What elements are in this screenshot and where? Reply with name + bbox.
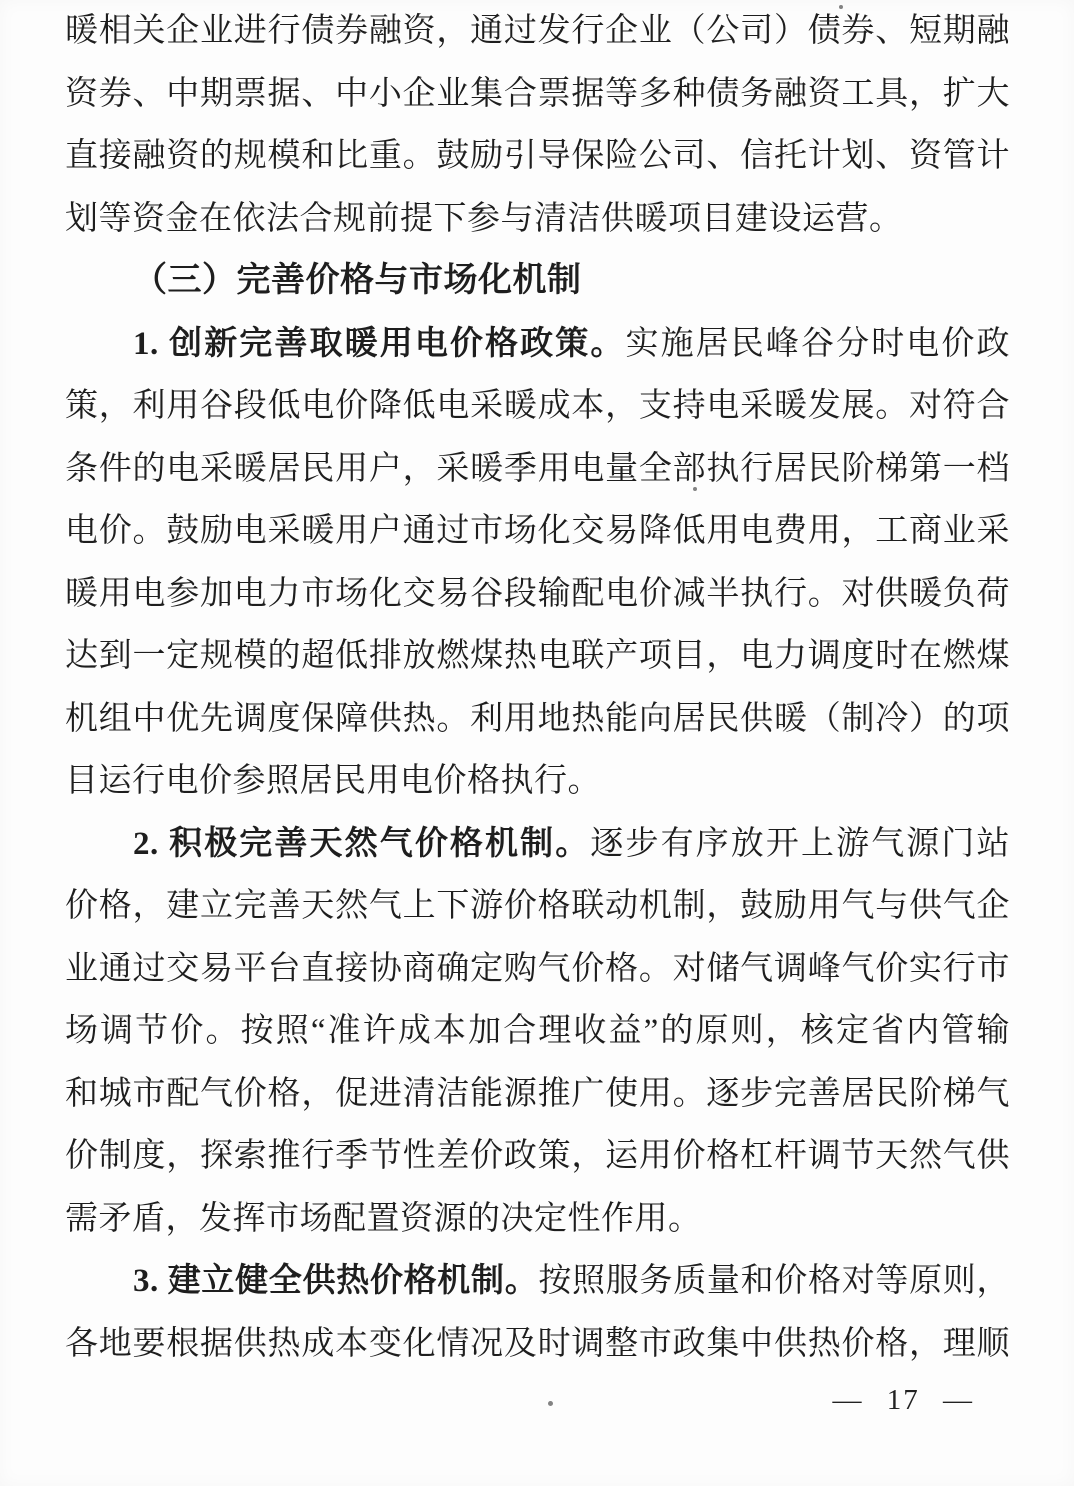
body-text: 直接融资的规模和比重。鼓励引导保险公司、信托计划、资管计 — [65, 138, 1010, 174]
section-heading — [65, 250, 1010, 313]
body-text: 实施居民峰谷分时电价政 — [625, 325, 1011, 362]
text-line — [65, 938, 1010, 1001]
body-text: 需矛盾，发挥市场配置资源的决定性作用。 — [65, 1200, 702, 1237]
text-line — [65, 125, 1010, 188]
text-line — [65, 1000, 1010, 1063]
body-text: 价格，建立完善天然气上下游价格联动机制，鼓励用气与供气企 — [65, 888, 1010, 924]
body-text: 暖用电参加电力市场化交易谷段输配电价减半执行。对供暖负荷 — [65, 575, 1010, 612]
text-line — [65, 875, 1010, 938]
page-number: — 17 — — [832, 1384, 974, 1416]
body-text: 划等资金在依法合规前提下参与清洁供暖项目建设运营。 — [65, 200, 903, 237]
text-line — [65, 63, 1010, 126]
body-text: 和城市配气价格，促进清洁能源推广使用。逐步完善居民阶梯气 — [65, 1075, 1010, 1112]
text-line — [65, 1313, 1010, 1376]
body-text: 逐步有序放开上游气源门站 — [590, 825, 1011, 862]
text-line — [65, 813, 1010, 876]
text-line — [65, 688, 1010, 751]
body-text: 各地要根据供热成本变化情况及时调整市政集中供热价格，理顺 — [65, 1325, 1010, 1362]
body-text: 机组中优先调度保障供热。利用地热能向居民供暖（制冷）的项 — [65, 700, 1010, 737]
bold-text: （三）完善价格与市场化机制 — [133, 262, 582, 299]
document-body — [65, 0, 1010, 1375]
text-line — [65, 1250, 1010, 1313]
body-text: 资券、中期票据、中小企业集合票据等多种债务融资工具，扩大 — [65, 75, 1010, 112]
text-line — [65, 1188, 1010, 1251]
scan-speck — [839, 5, 843, 9]
bold-text: 1. 创新完善取暖用电价格政策。 — [133, 325, 626, 362]
body-text: 按照服务质量和价格对等原则， — [538, 1263, 1011, 1299]
bold-text: 3. 建立健全供热价格机制。 — [133, 1263, 539, 1299]
body-text: 达到一定规模的超低排放燃煤热电联产项目，电力调度时在燃煤 — [65, 638, 1010, 674]
text-line — [65, 375, 1010, 438]
text-line — [65, 0, 1010, 63]
text-line — [65, 563, 1010, 626]
text-line — [65, 625, 1010, 688]
body-text: 电价。鼓励电采暖用户通过市场化交易降低用电费用，工商业采 — [65, 513, 1010, 549]
body-text: 场调节价。按照“准许成本加合理收益”的原则，核定省内管输 — [65, 1013, 1010, 1049]
text-line — [65, 313, 1010, 376]
text-line — [65, 1063, 1010, 1126]
body-text: 价制度，探索推行季节性差价政策，运用价格杠杆调节天然气供 — [65, 1138, 1010, 1174]
scan-speck — [548, 1401, 553, 1406]
text-line — [65, 188, 1010, 251]
text-line — [65, 438, 1010, 501]
body-text: 条件的电采暖居民用户，采暖季用电量全部执行居民阶梯第一档 — [65, 450, 1010, 487]
body-text: 策，利用谷段低电价降低电采暖成本，支持电采暖发展。对符合 — [65, 388, 1010, 424]
body-text: 目运行电价参照居民用电价格执行。 — [65, 763, 601, 799]
body-text: 业通过交易平台直接协商确定购气价格。对储气调峰气价实行市 — [65, 950, 1010, 987]
text-line — [65, 750, 1010, 813]
scan-speck — [693, 487, 697, 491]
body-text: 暖相关企业进行债券融资，通过发行企业（公司）债券、短期融 — [65, 13, 1010, 49]
text-line — [65, 500, 1010, 563]
text-line — [65, 1125, 1010, 1188]
bold-text: 2. 积极完善天然气价格机制。 — [133, 825, 591, 862]
